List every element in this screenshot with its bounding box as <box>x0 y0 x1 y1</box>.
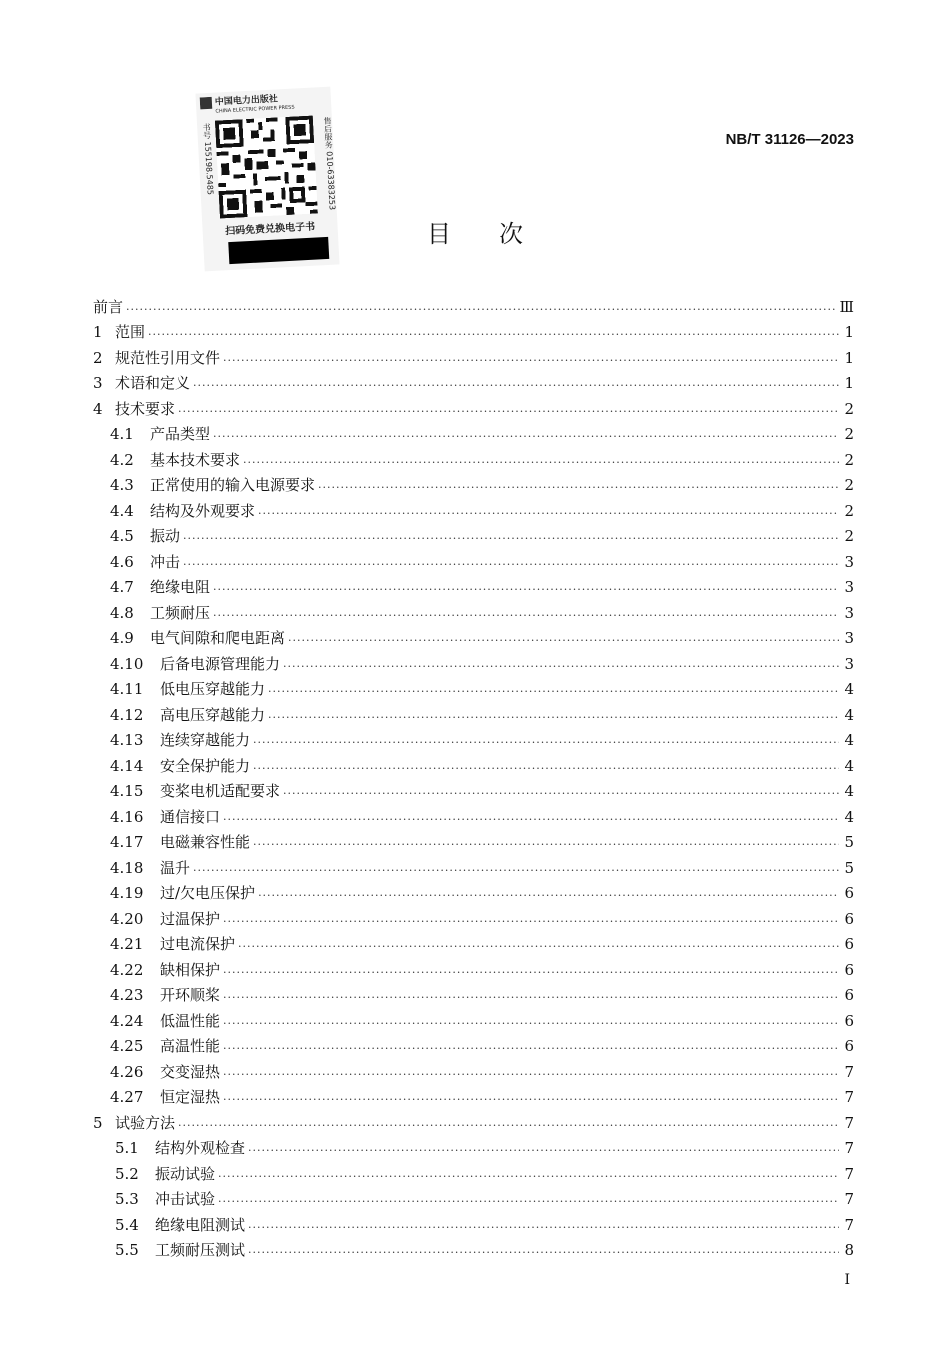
toc-entry-title: 过/欠电压保护 <box>160 884 256 903</box>
toc-leader-dots <box>288 629 839 647</box>
toc-entry[interactable] <box>0 1161 950 1187</box>
toc-entry[interactable] <box>0 396 950 422</box>
table-of-contents <box>0 294 950 1263</box>
toc-entry[interactable] <box>0 549 950 575</box>
toc-entry-number: 2 <box>93 348 103 367</box>
toc-entry-title: 前言 <box>93 297 124 316</box>
toc-entry-title: 开环顺桨 <box>160 986 221 1005</box>
toc-entry-number: 3 <box>93 374 103 393</box>
toc-entry-title: 连续穿越能力 <box>160 731 251 750</box>
toc-entry-title: 冲击试验 <box>155 1190 216 1209</box>
toc-entry-title: 恒定湿热 <box>160 1088 221 1107</box>
page-number: I <box>844 1272 850 1288</box>
toc-entry-page: 7 <box>844 1190 854 1209</box>
toc-entry[interactable] <box>0 651 950 677</box>
service-hotline: 售后服务 010-63383253 <box>322 116 337 211</box>
toc-entry[interactable] <box>0 1085 950 1111</box>
toc-entry-page: 5 <box>844 833 854 852</box>
toc-leader-dots <box>178 1114 839 1132</box>
publisher-english-name: CHINA ELECTRIC POWER PRESS <box>215 104 295 115</box>
toc-entry-page: 4 <box>844 680 854 699</box>
toc-entry-title: 基本技术要求 <box>150 450 241 469</box>
toc-entry-number: 4.3 <box>110 476 134 495</box>
toc-entry-number: 4.2 <box>110 450 134 469</box>
toc-leader-dots <box>223 961 839 979</box>
toc-entry[interactable] <box>0 447 950 473</box>
toc-entry-number: 4.24 <box>110 1011 144 1030</box>
book-number: 书号 155198.5485 <box>201 122 215 196</box>
toc-entry[interactable] <box>0 320 950 346</box>
toc-entry-number: 4.9 <box>110 629 134 648</box>
toc-entry-page: 6 <box>844 986 854 1005</box>
publisher-logo-icon <box>200 97 213 110</box>
toc-entry-page: 3 <box>844 629 854 648</box>
toc-leader-dots <box>283 655 839 673</box>
toc-entry-page: Ⅲ <box>839 297 854 316</box>
toc-entry[interactable] <box>0 804 950 830</box>
toc-entry[interactable] <box>0 524 950 550</box>
toc-leader-dots <box>193 859 839 877</box>
toc-entry[interactable] <box>0 1136 950 1162</box>
toc-entry-page: 2 <box>844 501 854 520</box>
toc-entry-number: 4.10 <box>110 654 144 673</box>
toc-entry-number: 5.3 <box>115 1190 139 1209</box>
toc-entry-number: 4.19 <box>110 884 144 903</box>
toc-entry-page: 3 <box>844 654 854 673</box>
publisher-name: 中国电力出版社 <box>214 94 279 108</box>
toc-entry[interactable] <box>0 600 950 626</box>
toc-leader-dots <box>178 400 839 418</box>
qr-code-icon[interactable] <box>215 116 318 219</box>
toc-leader-dots <box>248 1216 839 1234</box>
toc-entry-number: 4.16 <box>110 807 144 826</box>
qr-caption: 扫码免费兑换电子书 <box>224 221 316 238</box>
toc-leader-dots <box>238 935 839 953</box>
toc-entry-title: 范围 <box>115 323 146 342</box>
toc-entry-title: 过电流保护 <box>160 935 236 954</box>
toc-entry-title: 术语和定义 <box>115 374 191 393</box>
toc-leader-dots <box>253 757 839 775</box>
toc-leader-dots <box>243 451 839 469</box>
toc-leader-dots <box>268 680 839 698</box>
toc-entry-page: 6 <box>844 909 854 928</box>
toc-leader-dots <box>223 1012 839 1030</box>
toc-entry-number: 1 <box>93 323 103 342</box>
toc-entry[interactable] <box>0 1238 950 1264</box>
toc-entry[interactable] <box>0 473 950 499</box>
toc-entry-title: 产品类型 <box>150 425 211 444</box>
toc-entry[interactable] <box>0 575 950 601</box>
toc-leader-dots <box>318 476 839 494</box>
toc-entry-page: 6 <box>844 960 854 979</box>
toc-entry-number: 4.7 <box>110 578 134 597</box>
toc-leader-dots <box>213 578 839 596</box>
toc-entry-page: 3 <box>844 603 854 622</box>
toc-entry-title: 低温性能 <box>160 1011 221 1030</box>
toc-entry[interactable] <box>0 983 950 1009</box>
toc-entry[interactable] <box>0 932 950 958</box>
toc-entry-page: 4 <box>844 731 854 750</box>
toc-entry-title: 电磁兼容性能 <box>160 833 251 852</box>
toc-entry-number: 4.27 <box>110 1088 144 1107</box>
toc-entry[interactable] <box>0 779 950 805</box>
toc-entry[interactable] <box>0 1110 950 1136</box>
toc-leader-dots <box>223 1063 839 1081</box>
toc-entry[interactable] <box>0 422 950 448</box>
toc-entry[interactable] <box>0 677 950 703</box>
toc-leader-dots <box>193 374 839 392</box>
toc-entry-title: 过温保护 <box>160 909 221 928</box>
toc-leader-dots <box>213 425 839 443</box>
toc-entry[interactable] <box>0 957 950 983</box>
toc-entry-number: 4.22 <box>110 960 144 979</box>
toc-entry[interactable] <box>0 728 950 754</box>
toc-entry-number: 4.13 <box>110 731 144 750</box>
toc-entry-number: 4.23 <box>110 986 144 1005</box>
toc-entry-page: 7 <box>844 1113 854 1132</box>
toc-entry-title: 工频耐压 <box>150 603 211 622</box>
toc-entry[interactable] <box>0 1212 950 1238</box>
toc-leader-dots <box>223 910 839 928</box>
toc-entry-number: 4.20 <box>110 909 144 928</box>
toc-entry-page: 5 <box>844 858 854 877</box>
toc-entry[interactable] <box>0 1008 950 1034</box>
toc-entry-number: 4.6 <box>110 552 134 571</box>
toc-entry-title: 振动试验 <box>155 1164 216 1183</box>
toc-entry-page: 1 <box>844 348 854 367</box>
toc-entry-number: 4.12 <box>110 705 144 724</box>
toc-leader-dots <box>258 502 839 520</box>
toc-entry-page: 4 <box>844 807 854 826</box>
toc-entry-number: 4.17 <box>110 833 144 852</box>
toc-entry-page: 4 <box>844 705 854 724</box>
toc-entry-number: 4.5 <box>110 527 134 546</box>
toc-entry[interactable] <box>0 1187 950 1213</box>
toc-entry-title: 交变湿热 <box>160 1062 221 1081</box>
toc-entry-title: 工频耐压测试 <box>155 1241 246 1260</box>
toc-entry-title: 电气间隙和爬电距离 <box>150 629 286 648</box>
toc-entry[interactable] <box>0 498 950 524</box>
toc-entry-page: 2 <box>844 527 854 546</box>
toc-entry-title: 安全保护能力 <box>160 756 251 775</box>
toc-entry-number: 4.11 <box>110 680 144 699</box>
toc-leader-dots <box>218 1190 839 1208</box>
toc-entry-page: 7 <box>844 1062 854 1081</box>
toc-entry-number: 5.4 <box>115 1215 139 1234</box>
toc-leader-dots <box>283 782 839 800</box>
toc-entry-title: 缺相保护 <box>160 960 221 979</box>
toc-entry-page: 1 <box>844 323 854 342</box>
toc-entry[interactable] <box>0 702 950 728</box>
toc-entry-number: 4.1 <box>110 425 134 444</box>
toc-entry-page: 8 <box>844 1241 854 1260</box>
toc-entry[interactable] <box>0 345 950 371</box>
toc-entry-page: 6 <box>844 1011 854 1030</box>
toc-entry[interactable] <box>0 371 950 397</box>
toc-entry-page: 7 <box>844 1215 854 1234</box>
toc-entry-title: 绝缘电阻 <box>150 578 211 597</box>
toc-entry[interactable] <box>0 1034 950 1060</box>
toc-entry-number: 5.2 <box>115 1164 139 1183</box>
toc-leader-dots <box>223 1037 839 1055</box>
toc-leader-dots <box>268 706 839 724</box>
toc-entry-title: 结构外观检查 <box>155 1139 246 1158</box>
toc-entry-number: 4.15 <box>110 782 144 801</box>
toc-leader-dots <box>223 1088 839 1106</box>
toc-entry[interactable] <box>0 626 950 652</box>
toc-entry-title: 后备电源管理能力 <box>160 654 281 673</box>
toc-entry-number: 4.14 <box>110 756 144 775</box>
toc-entry-title: 低电压穿越能力 <box>160 680 266 699</box>
standard-code: NB/T 31126—2023 <box>725 131 854 148</box>
toc-entry[interactable] <box>0 830 950 856</box>
toc-entry-title: 高温性能 <box>160 1037 221 1056</box>
toc-entry[interactable] <box>0 753 950 779</box>
toc-entry-page: 3 <box>844 578 854 597</box>
toc-leader-dots <box>223 986 839 1004</box>
toc-leader-dots <box>218 1165 839 1183</box>
toc-entry-page: 2 <box>844 399 854 418</box>
toc-entry-title: 冲击 <box>150 552 181 571</box>
toc-entry[interactable] <box>0 855 950 881</box>
toc-entry-page: 6 <box>844 1037 854 1056</box>
page-title: 目次 <box>427 220 571 248</box>
toc-leader-dots <box>223 349 839 367</box>
toc-entry-page: 7 <box>844 1164 854 1183</box>
toc-entry-page: 4 <box>844 782 854 801</box>
toc-leader-dots <box>258 884 839 902</box>
toc-entry-page: 6 <box>844 884 854 903</box>
toc-leader-dots <box>148 323 839 341</box>
toc-entry-page: 6 <box>844 935 854 954</box>
toc-entry-title: 通信接口 <box>160 807 221 826</box>
toc-leader-dots <box>253 833 839 851</box>
toc-entry[interactable] <box>0 1059 950 1085</box>
toc-entry-number: 5.1 <box>115 1139 139 1158</box>
toc-entry-number: 4.4 <box>110 501 134 520</box>
toc-leader-dots <box>248 1139 839 1157</box>
toc-entry-number: 4.26 <box>110 1062 144 1081</box>
toc-entry-title: 变桨电机适配要求 <box>160 782 281 801</box>
toc-entry-title: 试验方法 <box>115 1113 176 1132</box>
toc-entry[interactable] <box>0 881 950 907</box>
toc-entry-title: 绝缘电阻测试 <box>155 1215 246 1234</box>
toc-entry-number: 5.5 <box>115 1241 139 1260</box>
toc-entry-title: 振动 <box>150 527 181 546</box>
toc-entry[interactable] <box>0 294 950 320</box>
toc-entry-page: 1 <box>844 374 854 393</box>
toc-leader-dots <box>183 527 839 545</box>
toc-entry-page: 2 <box>844 450 854 469</box>
toc-entry-page: 2 <box>844 476 854 495</box>
toc-entry-title: 技术要求 <box>115 399 176 418</box>
toc-entry-title: 结构及外观要求 <box>150 501 256 520</box>
toc-entry-number: 4.25 <box>110 1037 144 1056</box>
toc-entry-title: 高电压穿越能力 <box>160 705 266 724</box>
toc-entry-page: 7 <box>844 1088 854 1107</box>
toc-entry-page: 7 <box>844 1139 854 1158</box>
toc-leader-dots <box>213 604 839 622</box>
toc-leader-dots <box>248 1241 839 1259</box>
toc-entry-number: 4 <box>93 399 103 418</box>
toc-entry-page: 4 <box>844 756 854 775</box>
toc-entry-title: 规范性引用文件 <box>115 348 221 367</box>
toc-entry-number: 4.8 <box>110 603 134 622</box>
toc-entry-page: 3 <box>844 552 854 571</box>
toc-entry-number: 5 <box>93 1113 103 1132</box>
toc-entry-title: 温升 <box>160 858 191 877</box>
toc-leader-dots <box>253 731 839 749</box>
toc-leader-dots <box>126 298 837 316</box>
toc-entry-number: 4.18 <box>110 858 144 877</box>
toc-entry-page: 2 <box>844 425 854 444</box>
toc-leader-dots <box>183 553 839 571</box>
toc-leader-dots <box>223 808 839 826</box>
toc-entry-title: 正常使用的输入电源要求 <box>150 476 316 495</box>
toc-entry-number: 4.21 <box>110 935 144 954</box>
toc-entry[interactable] <box>0 906 950 932</box>
